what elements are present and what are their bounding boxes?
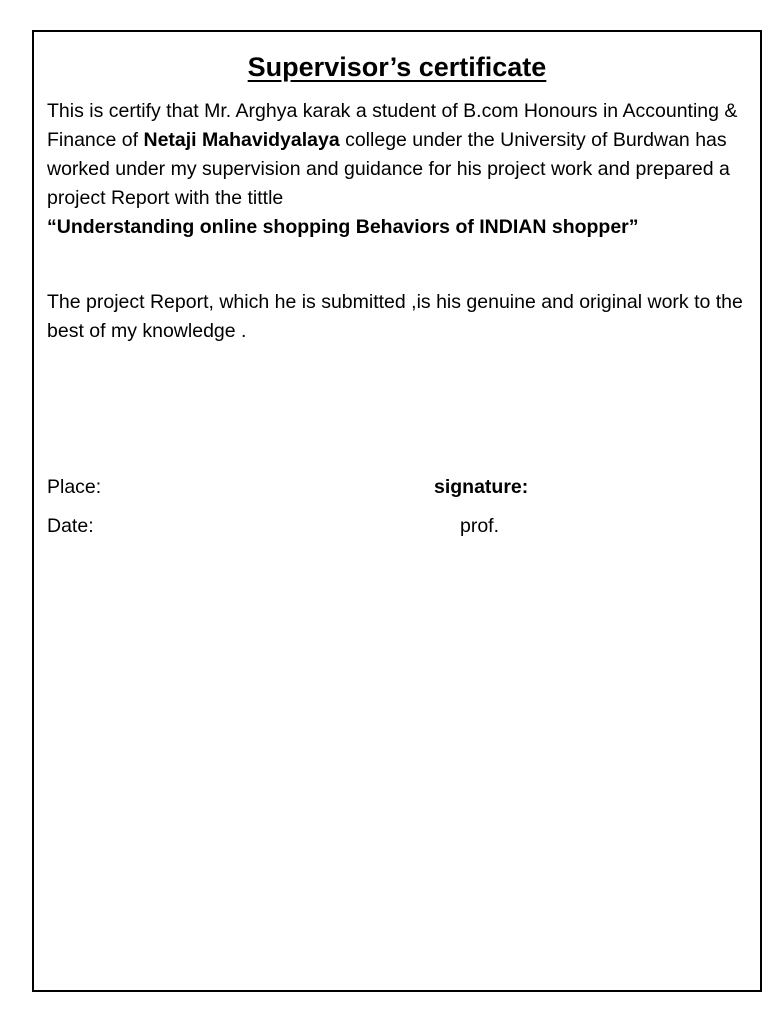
signature-label: signature: xyxy=(434,476,529,498)
project-title: “Understanding online shopping Behaviors of INDIAN shopper” xyxy=(47,216,639,238)
college-name: Netaji Mahavidyalaya xyxy=(143,129,340,151)
paragraph-intro-text: This is certify that Mr. Arghya karak a student of B.com Honours in Accounting & Finance of xyxy=(47,100,738,151)
place-label: Place: xyxy=(47,476,102,498)
date-label: Date: xyxy=(47,515,94,537)
certificate-paragraph-2: The project Report, which he is submitted ,is his genuine and original work to the best of my knowledge . xyxy=(47,291,743,342)
paragraph-middle-text: college under the University of Burdwan has worked under my supervision and guidance for his project work and prepared a project Report with the tittle xyxy=(47,129,730,209)
prof-label: prof. xyxy=(460,515,500,537)
certificate-frame xyxy=(32,30,762,992)
certificate-paragraph-1 xyxy=(47,97,747,242)
certificate-title: Supervisor’s certificate xyxy=(247,52,547,82)
